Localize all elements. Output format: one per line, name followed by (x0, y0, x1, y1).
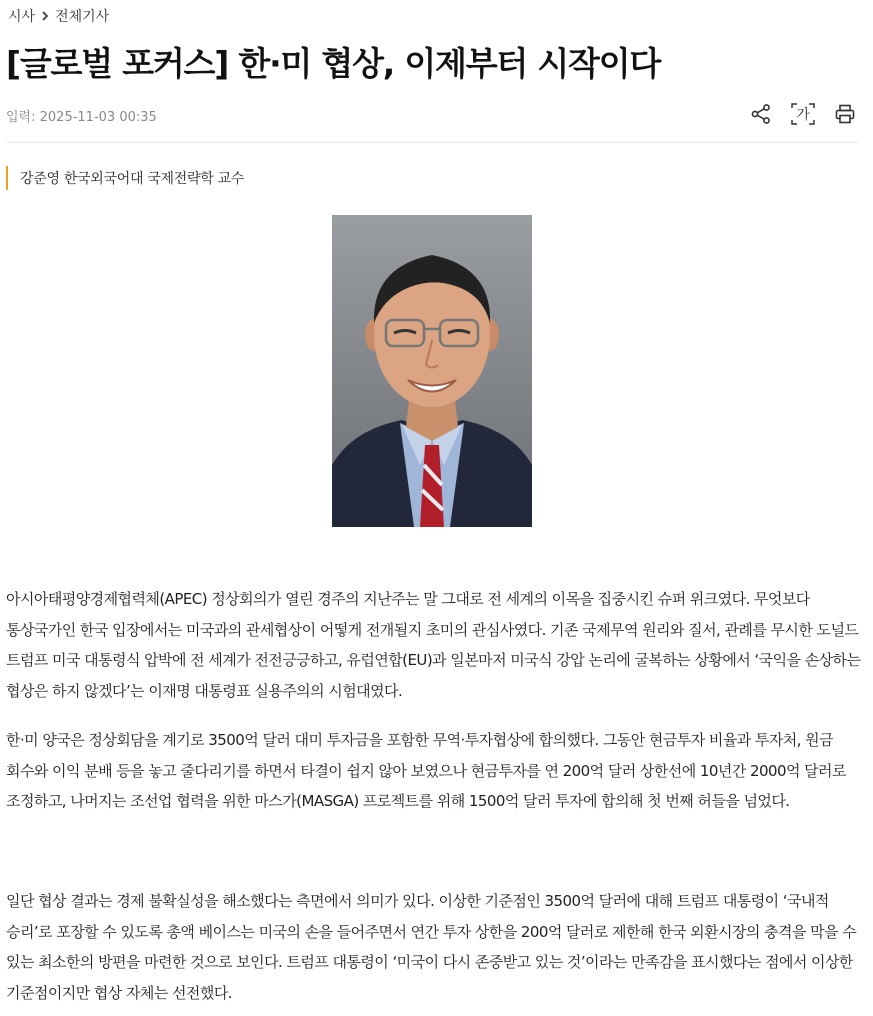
breadcrumb (8, 6, 109, 26)
article-paragraph: 일단 협상 결과는 경제 불확실성을 해소했다는 측면에서 의미가 있다. 이상한 기준점인 3500억 달러에 대해 트럼프 대통령이 ‘국내적 승리’로 포장할 수 있도록 총액 베이스는 미국의 손을 들어주면서 연간 투자 상한을 200억 달러로 제한해 한국 외환시장의 충격을 막을 수 있는 최소한의 방편을 마련한 것으로 보인다. 트럼프 대통령이 ‘미국이 다시 존중받고 있는 것’이라는 만족감을 표시했다는 점에서 이상한 기준점이지만 협상 자체는 선전했다. (6, 892, 857, 1002)
author-byline: 강준영 한국외국어대 국제전략학 교수 (6, 166, 244, 190)
print-button[interactable] (832, 101, 858, 127)
header-divider (6, 142, 858, 143)
font-size-glyph: 가 (796, 107, 810, 123)
chevron-right-icon (41, 11, 49, 21)
breadcrumb-subsection[interactable]: 전체기사 (55, 9, 110, 25)
font-size-icon (790, 101, 816, 127)
share-button[interactable] (748, 101, 774, 127)
article-paragraph: 아시아태평양경제협력체(APEC) 정상회의가 열린 경주의 지난주는 말 그대로 전 세계의 이목을 집중시킨 슈퍼 위크였다. 무엇보다 통상국가인 한국 입장에서는 미국과의 관세협상이 어떻게 전개될지 초미의 관심사였다. 기존 국제무역 원리와 질서, 관례를 무시한 도널드 트럼프 미국 대통령식 압박에 전 세계가 전전긍긍하고, 유럽연합(EU)과 일본마저 미국식 강압 논리에 굴복하는 상황에서 ‘국익을 손상하는 협상은 하지 않겠다’는 이재명 대통령표 실용주의의 시험대였다. (6, 590, 861, 700)
published-label: 입력: (6, 110, 36, 125)
article-title: [글로벌 포커스] 한·미 협상, 이제부터 시작이다 (6, 44, 661, 83)
author-photo (332, 215, 532, 527)
print-icon (834, 103, 856, 125)
article-paragraph: 한·미 양국은 정상회담을 계기로 3500억 달러 대미 투자금을 포함한 무역·투자협상에 합의했다. 그동안 현금투자 비율과 투자처, 원금 회수와 이익 분배 등을 놓고 줄다리기를 하면서 타결이 쉽지 않아 보였으나 현금투자를 연 200억 달러 상한선에 10년간 2000억 달러로 조정하고, 나머지는 조선업 협력을 위한 마스가(MASGA) 프로젝트를 위해 1500억 달러 투자에 합의해 첫 번째 허들을 넘었다. (6, 731, 846, 810)
published-date: 2025-11-03 00:35 (39, 110, 157, 125)
breadcrumb-section[interactable]: 시사 (8, 9, 36, 25)
article-meta (6, 106, 157, 125)
font-size-button[interactable] (790, 101, 816, 127)
share-icon (750, 103, 772, 125)
article-toolbar (748, 101, 858, 127)
